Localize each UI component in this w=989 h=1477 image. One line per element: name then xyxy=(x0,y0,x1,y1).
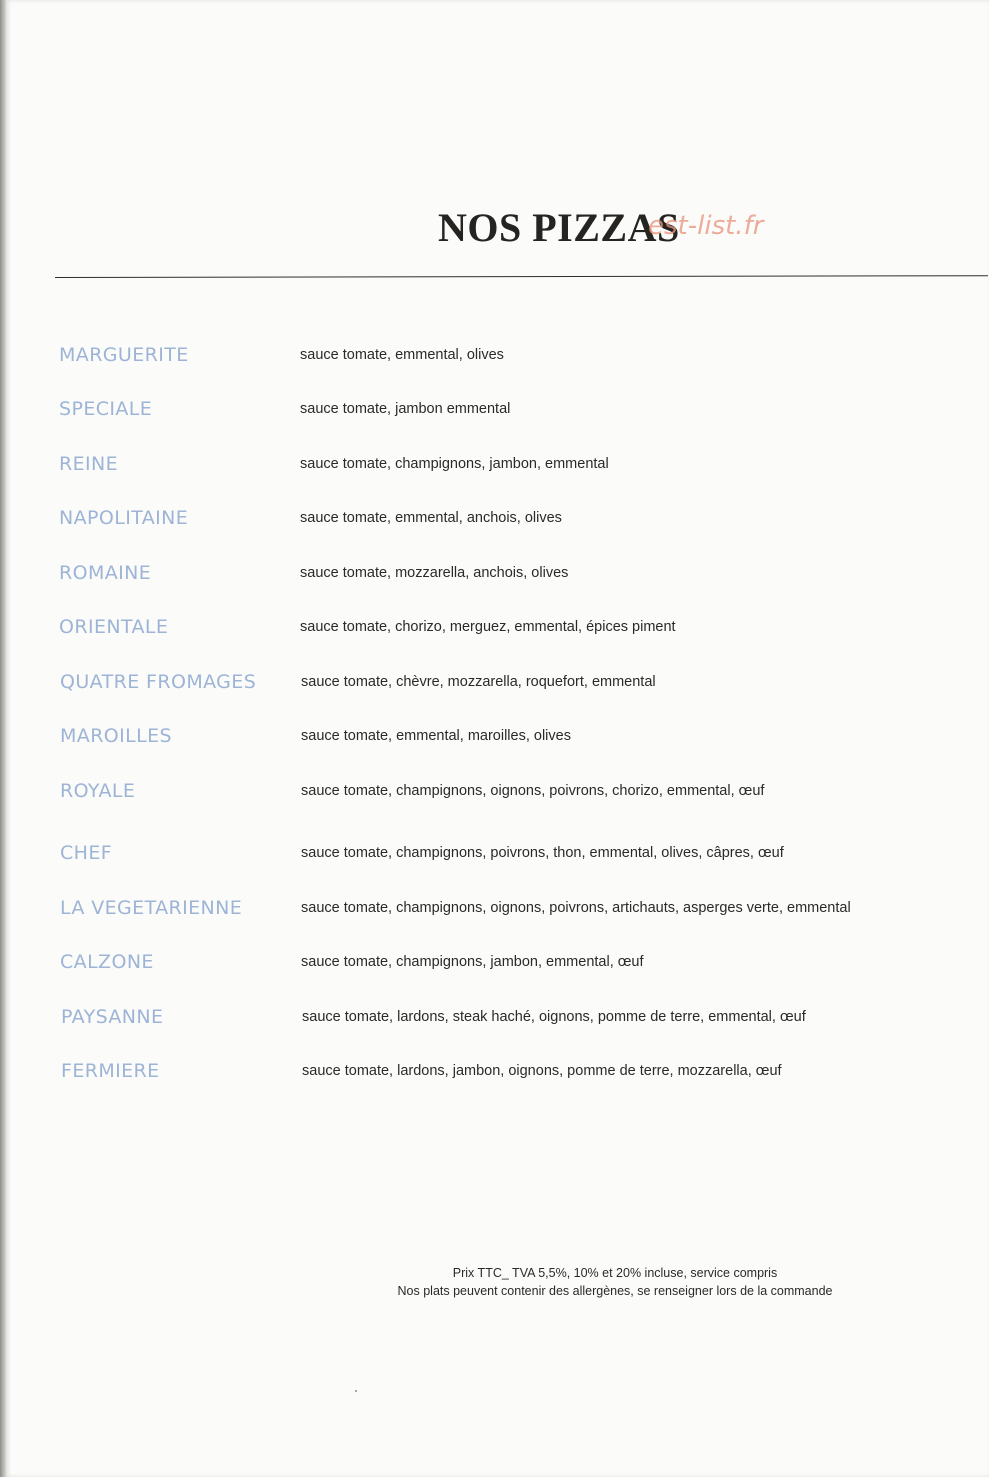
pizza-name: MAROILLES xyxy=(60,725,172,747)
footer-note xyxy=(250,1264,980,1300)
footer-price-note: Prix TTC_ TVA 5,5%, 10% et 20% incluse, service compris xyxy=(452,1266,778,1280)
pizza-name: PAYSANNE xyxy=(61,1006,164,1028)
menu-item xyxy=(0,838,989,868)
pizza-name: LA VEGETARIENNE xyxy=(60,897,243,919)
pizza-description: sauce tomate, champignons, jambon, emmental, œuf xyxy=(301,954,644,970)
menu-item xyxy=(0,776,989,806)
pizza-name: NAPOLITAINE xyxy=(59,507,189,529)
pizza-description: sauce tomate, champignons, oignons, poivrons, chorizo, emmental, œuf xyxy=(301,783,765,799)
scan-speck xyxy=(355,1390,357,1392)
menu-item xyxy=(0,947,989,977)
pizza-description: sauce tomate, mozzarella, anchois, olives xyxy=(300,565,569,581)
menu-item xyxy=(0,1056,989,1086)
pizza-name: CHEF xyxy=(60,842,113,864)
menu-item xyxy=(0,340,989,370)
pizza-name: FERMIERE xyxy=(61,1060,160,1082)
pizza-description: sauce tomate, emmental, anchois, olives xyxy=(300,510,562,526)
footer-allergen-note: Nos plats peuvent contenir des allergènes, se renseigner lors de la commande xyxy=(397,1284,833,1298)
pizza-name: QUATRE FROMAGES xyxy=(60,671,257,693)
pizza-name: SPECIALE xyxy=(59,398,153,420)
menu-item xyxy=(0,449,989,479)
menu-item xyxy=(0,503,989,533)
watermark: est-list.fr xyxy=(648,211,764,241)
pizza-name: ORIENTALE xyxy=(59,616,169,638)
pizza-description: sauce tomate, lardons, steak haché, oignons, pomme de terre, emmental, œuf xyxy=(302,1009,806,1025)
pizza-description: sauce tomate, chorizo, merguez, emmental, épices piment xyxy=(300,619,676,635)
pizza-description: sauce tomate, lardons, jambon, oignons, pomme de terre, mozzarella, œuf xyxy=(302,1063,782,1079)
pizza-description: sauce tomate, jambon emmental xyxy=(300,401,511,417)
pizza-description: sauce tomate, champignons, oignons, poivrons, artichauts, asperges verte, emmental xyxy=(301,900,851,916)
pizza-description: sauce tomate, chèvre, mozzarella, roquefort, emmental xyxy=(301,674,656,690)
pizza-description: sauce tomate, champignons, poivrons, thon, emmental, olives, câpres, œuf xyxy=(301,845,784,861)
menu-item xyxy=(0,612,989,642)
pizza-description: sauce tomate, emmental, maroilles, olives xyxy=(301,728,571,744)
menu-item xyxy=(0,558,989,588)
menu-item xyxy=(0,893,989,923)
menu-item xyxy=(0,667,989,697)
menu-item xyxy=(0,394,989,424)
pizza-name: REINE xyxy=(59,453,119,475)
pizza-name: ROMAINE xyxy=(59,562,152,584)
pizza-name: MARGUERITE xyxy=(59,344,189,366)
menu-item xyxy=(0,721,989,751)
pizza-name: ROYALE xyxy=(60,780,136,802)
pizza-description: sauce tomate, champignons, jambon, emmental xyxy=(300,456,609,472)
pizza-description: sauce tomate, emmental, olives xyxy=(300,347,504,363)
menu-item xyxy=(0,1002,989,1032)
page-title: NOS PIZZAS xyxy=(438,205,680,250)
pizza-name: CALZONE xyxy=(60,951,154,973)
